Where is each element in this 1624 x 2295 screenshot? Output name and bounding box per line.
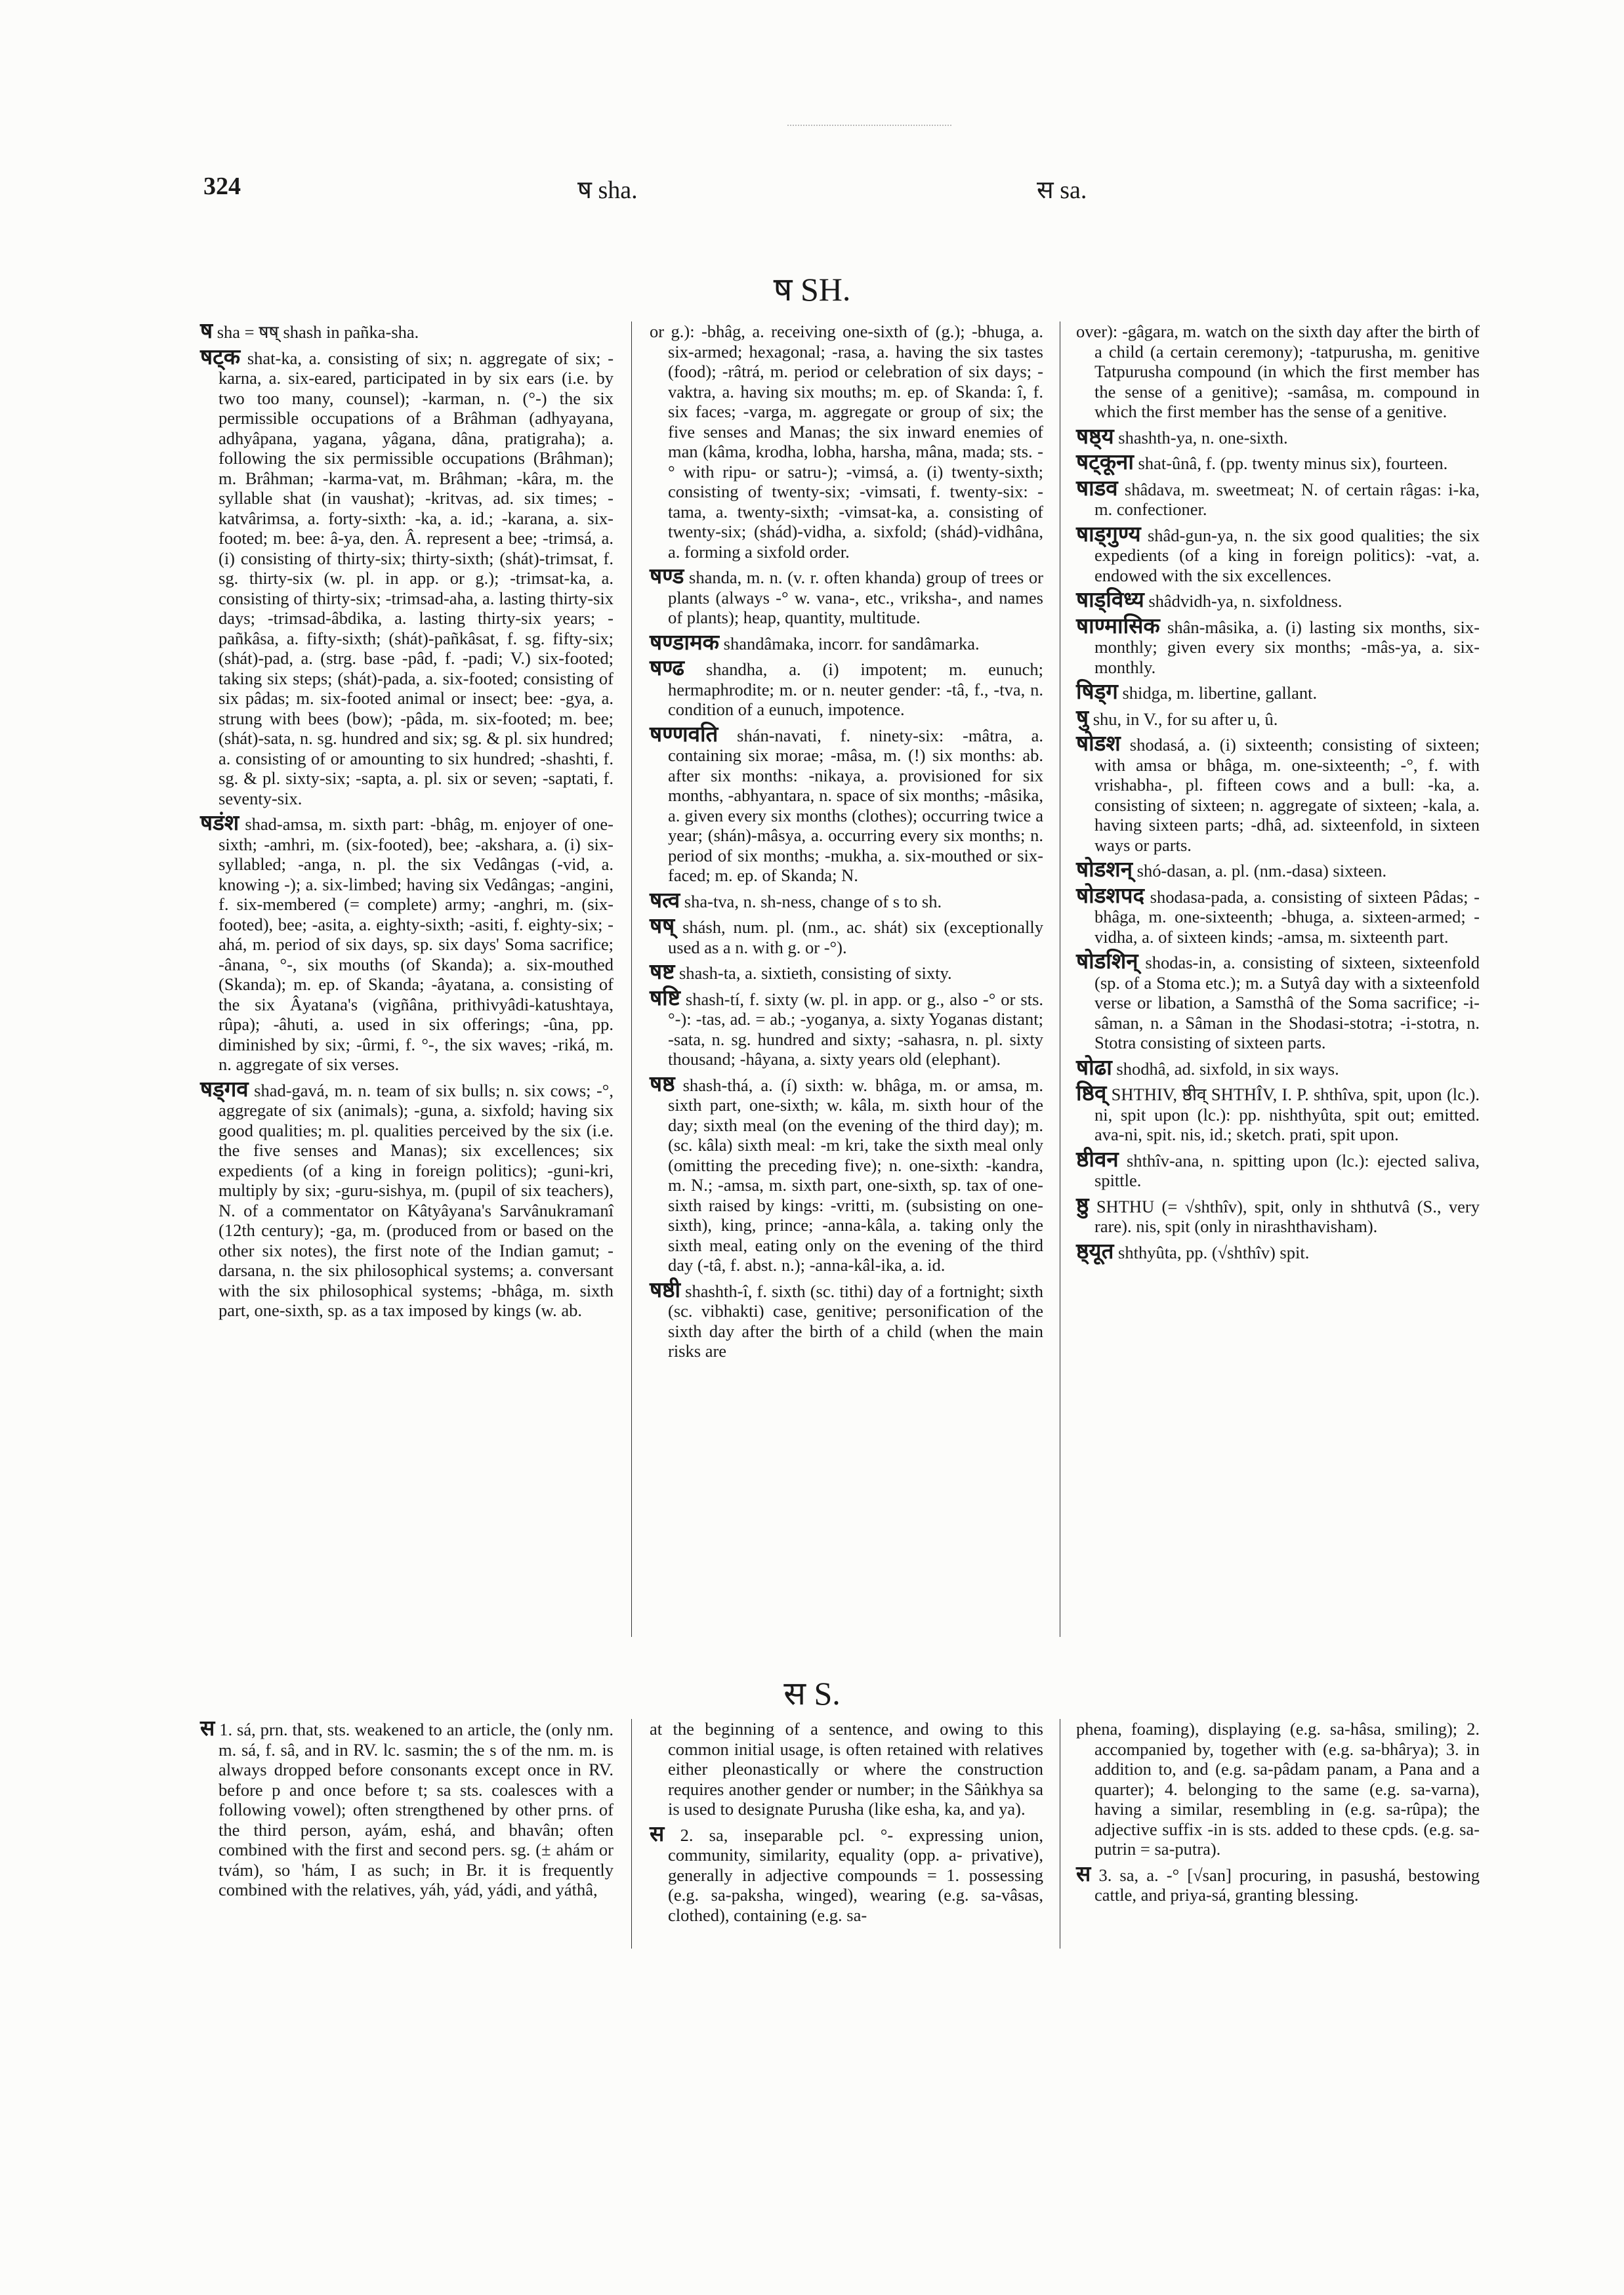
entry-text: shâdvidh-ya, n. sixfoldness. <box>1148 591 1343 611</box>
entry-text: shthyûta, pp. (√shthîv) spit. <box>1118 1242 1310 1262</box>
entry-headword: षडंश <box>200 812 239 835</box>
entry-text: shthîv-ana, n. spitting upon (lc.): ejected saliva, spittle. <box>1094 1150 1480 1190</box>
entry-headword: ष्ठीवन <box>1076 1148 1119 1172</box>
entry-text: shanda, m. n. (v. r. often khanda) group of trees or plants (always -° w. vana-, etc., vriksha-, and names of plants); heap, quantity, multitude. <box>668 568 1043 627</box>
entry-text: at the beginning of a sentence, and owing to this common initial usage, is often retained with relatives either pleonastically or where the construction requires another gender or number; in the Sâṅkhya sa is used to designate Purusha (like esha, ka, and ya). <box>650 1719 1043 1819</box>
dictionary-entry <box>1076 860 1480 881</box>
entry-text: shash-tí, f. sixty (w. pl. in app. or g., also -° or sts. °-): -tas, ad. = ab.; -yoganya, a. sixty Yoganas distant; -sata, n. sg. hundred and sixty; -sahasra, n. pl. sixty thousand; -hâyana, a. sixty years old (elephant). <box>668 989 1044 1069</box>
entry-text: 3. sa, a. -° [√san] procuring, in pasushá, bestowing cattle, and priya-sá, granting blessing. <box>1094 1865 1480 1905</box>
entry-headword: षिड्ग <box>1076 680 1118 704</box>
entry-headword: षाण्मासिक <box>1076 614 1160 638</box>
dictionary-entry <box>200 814 614 1075</box>
entry-text: shó-dasan, a. pl. (nm.-dasa) sixteen. <box>1136 861 1387 880</box>
entry-headword: षड्गव <box>200 1077 249 1102</box>
entry-text: shásh, num. pl. (nm., ac. shát) six (exceptionally used as a n. with g. or -°). <box>668 917 1043 957</box>
entry-text: shandâmaka, incorr. for sandâmarka. <box>723 633 980 653</box>
dictionary-entry <box>1076 1193 1480 1237</box>
entry-headword: स <box>200 1717 215 1741</box>
entry-headword: षष् <box>650 915 675 938</box>
entry-headword: षष्ठ <box>650 1072 675 1096</box>
entry-text: shodhâ, ad. sixfold, in six ways. <box>1116 1058 1339 1079</box>
page-number: 324 <box>203 173 241 200</box>
entry-headword: षु <box>1076 706 1089 730</box>
dictionary-entry <box>650 1278 1044 1361</box>
entry-headword: षण्ड <box>650 565 684 589</box>
dictionary-entry <box>1076 706 1480 730</box>
entry-headword: षट्कूना <box>1076 451 1134 474</box>
dictionary-entry <box>650 962 1043 983</box>
entry-headword: षत्व <box>650 888 680 913</box>
page-header <box>203 172 1424 205</box>
entry-text: shâdava, m. sweetmeat; N. of certain râgas: i-ka, m. confectioner. <box>1094 479 1480 519</box>
entry-headword: षोडशन् <box>1076 858 1133 882</box>
section-sh-column-3 <box>1076 321 1480 1268</box>
entry-text: shodas-in, a. consisting of sixteen, sixteenfold (sp. of a Stoma etc.); m. a Sutyâ day with a sixteenfold verse or libation, a Samsthâ of the Soma sacrifice; -i-sâman, n. a Sâman in the Shodasi-stotra; -i-stotra, n. Stotra consisting of sixteen parts. <box>1094 953 1480 1052</box>
dictionary-entry <box>1076 1084 1480 1145</box>
entry-text: shash-ta, a. sixtieth, consisting of sixty. <box>678 963 952 983</box>
dictionary-entry <box>650 722 1044 886</box>
dictionary-entry <box>650 986 1044 1069</box>
entry-text: shân-mâsika, a. (i) lasting six months, six-monthly; given every six months; -mâs-ya, a. six-monthly. <box>1094 617 1480 677</box>
entry-headword: षष्टि <box>650 986 680 1010</box>
entry-headword: षाड्विध्य <box>1076 589 1144 612</box>
dictionary-entry <box>1076 734 1480 855</box>
entry-text: shashth-ya, n. one-sixth. <box>1118 427 1288 447</box>
dictionary-entry <box>650 567 1043 628</box>
section-title-sh: ष SH. <box>773 271 851 308</box>
entry-text: phena, foaming), displaying (e.g. sa-hâsa, smiling); 2. accompanied by, together with (e.g. sa-bhârya); 3. in addition to, and (e.g. sa-pâdam panam, a Pana and a quarter); 4. belonging to the same (e.g. sa-varna), having a similar, resembling in (e.g. sa-rûpa); the adjective suffix -in is sts. added to these cpds. (e.g. sa-putrin = sa-putra). <box>1076 1719 1480 1859</box>
dictionary-entry <box>650 633 1043 654</box>
dictionary-entry <box>650 1822 1044 1926</box>
dictionary-entry <box>1076 952 1480 1053</box>
dictionary-entry <box>200 321 614 342</box>
dictionary-entry <box>1076 886 1480 947</box>
entry-headword: षष्ठी <box>650 1278 681 1302</box>
entry-headword: स <box>1076 1862 1091 1886</box>
dictionary-entry <box>1076 1239 1480 1264</box>
column-rule <box>631 1719 632 1949</box>
entry-text: sha-tva, n. sh-ness, change of s to sh. <box>684 891 942 911</box>
left-running-head: ष sha. <box>577 176 638 204</box>
entry-headword: षट्क <box>200 345 241 369</box>
entry-text: SHTHU (= √shthîv), spit, only in shthutvâ (S., very rare). nis, spit (only in nirashthavisham). <box>1094 1196 1480 1236</box>
entry-text: or g.): -bhâg, a. receiving one-sixth of (g.); -bhuga, a. six-armed; hexagonal; -rasa, a. having the six tastes (food); -râtrá, m. period or celebration of six days; -vaktra, a. having six mouths; m. ep. of Skanda: î, f. six faces; -varga, m. aggregate or group of six; the five senses and Manas; the six inward enemies of man (kâma, krodha, lobha, harsha, mâna, mada; sts. -° with ripu- or satru-); -vimsá, a. (i) twenty-sixth; consisting of twenty-six; -vimsati, f. twenty-six: -tama, a. twenty-sixth; -vimsat-ka, a. consisting of twenty-six; (shád)-vidha, a. sixfold; (shád)-vidhâna, a. forming a sixfold order. <box>650 321 1043 562</box>
column-rule <box>631 321 632 1637</box>
dictionary-entry <box>650 1072 1044 1275</box>
section-s-column-1 <box>200 1719 614 1905</box>
entry-text: shad-gavá, m. n. team of six bulls; n. six cows; -°, aggregate of six (animals); -guna, a. sixfold; having six good qualities; m. pl. qualities perceived by the six (i.e. the five senses and Manas); six excellences; six expedients (of a king in foreign politics); -guni-kri, multiply by six; -guru-sishya, m. (pupil of six teachers), N. of a commentator on Kâtyâyana's Sarvânukramanî (12th century); -ga, m. (produced from or based on the other six notes), the first note of the Indian gamut; -darsana, n. the six philosophical systems; a. conversant with the six philosophical systems; -bhâga, m. sixth part, one-sixth, sp. as a tax imposed by kings (w. ab. <box>219 1080 614 1320</box>
right-running-head: स sa. <box>1037 176 1087 204</box>
dictionary-entry <box>650 917 1043 957</box>
entry-headword: षोडशिन् <box>1076 950 1138 974</box>
entry-headword: षोडशपद <box>1076 884 1144 908</box>
dictionary-entry <box>1076 1862 1480 1905</box>
dictionary-entry <box>1076 476 1480 520</box>
entry-headword: षण्णवति <box>650 722 718 747</box>
entry-text: SHTHIV, ष्ठीव् SHTHÎV, I. P. shthîva, spit, upon (lc.). ni, spit upon (lc.): pp. nishthyûta, spit out; emitted. ava-ni, spit. nis, id.; sketch. prati, spit upon. <box>1094 1085 1480 1144</box>
dictionary-entry <box>1076 682 1480 703</box>
entry-headword: षाडव <box>1076 476 1118 501</box>
section-s-column-2 <box>650 1719 1043 1930</box>
entry-headword: ष्ठु <box>1076 1193 1089 1218</box>
entry-text: over): -gâgara, m. watch on the sixth day after the birth of a child (a certain ceremony); -tatpurusha, m. genitive Tatpurusha compound (in which the first member has the sense of a genitive); -samâsa, m. compound in which the first member has the sense of a genitive. <box>1076 321 1480 421</box>
entry-headword: ष्ठिव् <box>1076 1082 1107 1106</box>
dictionary-entry <box>1076 590 1480 611</box>
entry-text: shad-amsa, m. sixth part: -bhâg, m. enjoyer of one-sixth; -amhri, m. (six-footed), bee; -akshara, a. (i) six-syllabled; -anga, n. pl. the six Vedângas (-vid, a. knowing -); a. six-limbed; having six Vedângas; -angini, f. six-membered (= complete) army; -anghri, m. (six-footed), bee; -asita, a. eighty-sixth; -asiti, f. eighty-six; -ahá, m. period of six days, sp. six days' Soma sacrifice; -ânana, °-, six mouths (of Skanda); a. six-mouthed (Skanda); m. ep. of Skanda; -âyatana, a. consisting of the six Âyatana's (vigñâna, prithivyâdi-katushtaya, rûpa); -âhuti, a. used in six offerings; -ûna, pp. diminished by six; -ûrmi, f. °-, the six waves; -riká, m. n. aggregate of six verses. <box>219 814 614 1074</box>
entry-headword: ष <box>200 320 213 343</box>
entry-text: shán-navati, f. ninety-six: -mâtra, a. containing six morae; -mâsa, m. (!) six months: ab. after six months: -nikaya, a. provisioned for six months, -abhyantara, n. space of six months; -mâsika, a. given every six months (clothes); occurring twice a year; (shán)-mâsya, a. occurring every six months; n. period of six months; -mukha, a. six-mouthed or six-faced; m. ep. of Skanda; N. <box>668 725 1044 885</box>
dictionary-entry <box>200 1719 614 1900</box>
entry-text: shu, in V., for su after u, û. <box>1093 709 1278 729</box>
entry-text: shodasa-pada, a. consisting of sixteen Pâdas; -bhâga, m. one-sixteenth; -bhuga, a. sixteen-armed; -vidha, a. of sixteen kinds; -amsa, m. sixteenth part. <box>1094 886 1480 947</box>
dictionary-entry <box>1076 321 1480 422</box>
dictionary-entry <box>1076 1719 1480 1859</box>
dictionary-entry <box>200 345 614 809</box>
section-sh-column-2 <box>650 321 1043 1367</box>
dictionary-entry <box>1076 453 1480 474</box>
entry-headword: षष्ठ्य <box>1076 424 1114 449</box>
entry-text: 2. sa, inseparable pcl. °- expressing union, community, similarity, equality (opp. a- privative), generally in adjective compounds = 1. possessing (e.g. sa-paksha, winged), wearing (e.g. sa-vâsas, clothed), containing (e.g. sa- <box>668 1825 1044 1925</box>
dictionary-entry <box>650 659 1043 720</box>
dictionary-entry <box>1076 614 1480 678</box>
entry-headword: षण्ढ <box>650 657 684 680</box>
entry-text: shashth-î, f. sixth (sc. tithi) day of a fortnight; sixth (sc. vibhakti) case, genitive; personification of the sixth day after the birth of a child (when the main risks are <box>668 1281 1044 1361</box>
entry-text: shidga, m. libertine, gallant. <box>1122 683 1318 703</box>
entry-headword: षण्डामक <box>650 631 720 655</box>
dictionary-entry <box>1076 522 1480 586</box>
section-sh-column-1 <box>200 321 614 1326</box>
entry-headword: षोढा <box>1076 1056 1112 1080</box>
entry-text: shash-thá, a. (í) sixth: w. bhâga, m. or amsa, m. sixth part, one-sixth; w. kâla, m. sixth hour of the day; sixth meal (on the evening of the third day); m. (sc. kâla) sixth meal: -m kri, take the sixth meal only (omitting the preceding five); n. one-sixth: -kandra, m. N.; -amsa, m. sixth part, one-sixth, sp. tax of one-sixth raised by kings: -vritti, m. (subsisting on one-sixth), king, prince; -anna-kâla, a. taking only the sixth meal, eating only on the evening of the third day (-tâ, f. abst. n.); -anna-kâl-ika, a. id. <box>668 1075 1044 1275</box>
section-s-column-3 <box>1076 1719 1480 1911</box>
entry-text: shat-ka, a. consisting of six; n. aggregate of six; -karna, a. six-eared, participated in by six ears (i.e. by two too many, counsel); -karman, n. (°-) the six permissible occupations of a Brâhman (adhyayana, adhyâpana, yagana, yâgana, dâna, pratigraha); a. following the six permissible occupations (Brâhman); m. Brâhman; -karma-vat, m. Brâhman; -kâra, m. the syllable shat (in vaushat); -kritvas, ad. six times; -katvârimsa, a. forty-sixth: -ka, a. id.; -karana, a. six-footed; m. bee: â-ya, den. Â. represent a bee; -trimsá, a. (i) consisting of thirty-six; thirty-sixth; (shát)-trimsat, f. sg. thirty-six (w. pl. in app. or g.); -trimsat-ka, a. consisting of thirty-six; -trimsad-aha, a. lasting thirty-six days; -trimsad-âbdika, a. lasting thirty-six years; -pañkâsa, a. fifty-sixth; (shát)-pañkâsat, f. sg. fifty-six; (shát)-pad, a. (strg. base -pâd, f. -padi; V.) six-footed; taking six steps; (shát)-pada, a. six-footed; consisting of six pâdas; m. six-footed animal or insect; bee: -gya, a. strung with bees (bow); -pâda, m. six-footed; m. bee; (shát)-sata, n. sg. hundred and six; sg. & pl. six hundred; a. consisting of or amounting to six hundred; -shashti, f. sg. & pl. sixty-six; -sapta, a. pl. six or seven; -saptati, f. seventy-six. <box>219 348 614 808</box>
entry-text: shat-ûnâ, f. (pp. twenty minus six), fourteen. <box>1138 453 1448 473</box>
scan-smudge <box>787 125 951 127</box>
dictionary-entry <box>200 1077 614 1321</box>
entry-headword: षाड्गुण्य <box>1076 522 1141 547</box>
dictionary-entry <box>1076 1058 1480 1079</box>
entry-text: 1. sá, prn. that, sts. weakened to an article, the (only nm. m. sá, f. sâ, and in RV. lc. sasmin; the s of the nm. m. is always dropped before consonants except once in RV. before p and once before t; sa sts. coalesces with a following vowel); often strengthened by other prns. of the third person, ayám, eshá, and bhavân; often combined with the first and second pers. sg. (± ahám or tvám), so 'hám, I as such; in Br. it is frequently combined with the relatives, yáh, yád, yádi, and yáthâ, <box>219 1720 614 1899</box>
entry-text: shâd-gun-ya, n. the six good qualities; the six expedients (of a king in foreign politics): -vat, a. endowed with the six excellences. <box>1094 525 1480 585</box>
dictionary-entry <box>650 1719 1043 1819</box>
entry-headword: षष्ट <box>650 961 675 984</box>
entry-text: shodasá, a. (i) sixteenth; consisting of sixteen; with amsa or bhâga, m. one-sixteenth; -°, f. with vrishabha-, pl. fifteen cows and a bull: -ka, a. consisting of sixteen; n. aggregate of sixteen; -kala, a. having sixteen parts; -dhâ, ad. sixteenfold, in sixteen ways or parts. <box>1094 735 1480 855</box>
entry-text: sha = षष् shash in pañka-sha. <box>217 322 419 342</box>
dictionary-entry <box>650 888 1043 913</box>
entry-text: shandha, a. (i) impotent; m. eunuch; hermaphrodite; m. or n. neuter gender: -tâ, f., -tva, n. condition of a eunuch, impotence. <box>668 659 1044 719</box>
dictionary-entry <box>1076 1150 1480 1191</box>
section-title-s: स S. <box>783 1675 841 1712</box>
entry-headword: ष्ठ्यूत <box>1076 1239 1114 1264</box>
entry-headword: षोडश <box>1076 732 1121 756</box>
dictionary-entry <box>650 321 1043 562</box>
dictionary-entry <box>1076 424 1480 449</box>
entry-headword: स <box>650 1822 665 1846</box>
